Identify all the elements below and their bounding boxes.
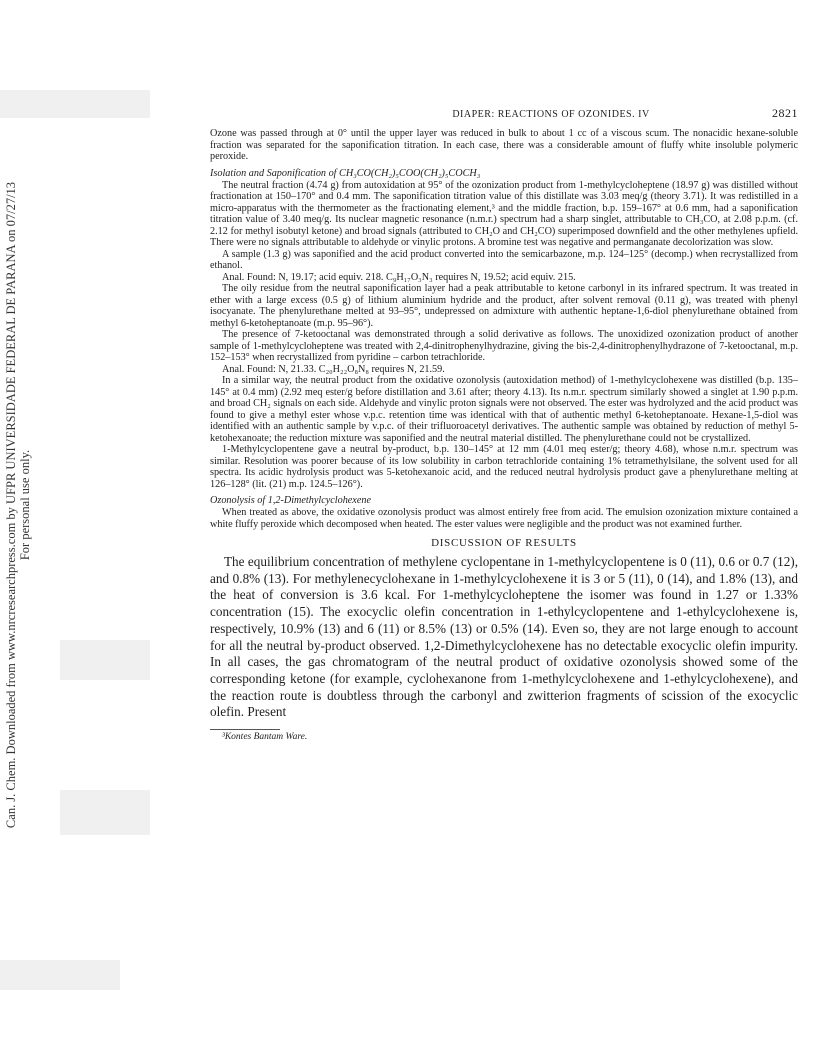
paragraph: When treated as above, the oxidative ozonolysis product was almost entirely free from acid. The emulsion ozonization mixture contained a white fluffy peroxide which decomposed when heated. The ester values were negligible and the product was not examined further. [210, 507, 798, 530]
discussion-paragraph: The equilibrium concentration of methylene cyclopentane in 1-methylcyclopentene is 0 (11), 0.6 or 0.7 (12), and 0.8% (13). For methylenecyclohexane in 1-methylcyclohexene it is 3 or 5 (11), 0 (14), and 1.8% (13), and the heat of conversion is 3.6 kcal. For 1-methylcycloheptene the isomer was found in 1.27 or 1.33% concentration (15). The exocyclic olefin concentration in 1-ethylcyclopentene and 1-ethylcyclohexene is, respectively, 10.9% (13) and 6 (11) or 8.5% (13) or 0.5% (14). Even so, they are not large enough to account for all the neutral by-product observed. 1,2-Dimethylcyclohexene has no detectable exocyclic olefin impurity. In all cases, the gas chromatogram of the neutral product of oxidative ozonolysis showed some of the corresponding ketone (for example, cyclohexanone from 1-methylcyclohexene and 1-ethylcyclohexene), and the reaction route is doubtless through the carbonyl and zwitterion fragments of scission of the exocyclic olefin. Present [210, 554, 798, 720]
paragraph: The neutral fraction (4.74 g) from autoxidation at 95° of the ozonization product from 1-methylcycloheptene (18.97 g) was distilled without fractionation at 150–170° and 0.4 mm. The saponification titration value of this distillate was 3.03 meq/g (theory 3.71). It was redistilled in a micro-apparatus with the thermometer as the fractionating element,³ and the middle fraction, b.p. 159–167° at 0.6 mm, had a saponification titration value of 3.40 meq/g. Its nuclear magnetic resonance (n.m.r.) spectrum had a sharp singlet, attributable to CH₃CO, at 2.08 p.p.m. (cf. 2.12 for methyl isobutyl ketone) and broad signals (attributed to CH₂O and CH₂CO) superimposed downfield and the other methylenes upfield. There were no signals attributable to aldehyde or vinylic protons. A bromine test was negative and permanganate decolorization was slow. [210, 179, 798, 248]
paragraph: 1-Methylcyclopentene gave a neutral by-product, b.p. 130–145° at 12 mm (4.01 meq ester/g; theory 4.68), whose n.m.r. spectrum was similar. Resolution was poorer because of its low solubility in carbon tetrachloride containing 1% tetramethylsilane, the solvent used for all spectra. Its acidic hydrolysis product was 5-ketohexanoic acid, and the reduced neutral hydrolysis product gave a phenylurethane melting at 126–128° (lit. (21) m.p. 124.5–126°). [210, 444, 798, 490]
discussion-heading: DISCUSSION OF RESULTS [431, 537, 577, 549]
section-heading-ozonolysis: Ozonolysis of 1,2-Dimethylcyclohexene [210, 495, 371, 506]
page-number: 2821 [772, 106, 798, 120]
discussion-body [210, 554, 798, 721]
footnote: ³Kontes Bantam Ware. [222, 732, 308, 743]
section-ozonolysis-body [210, 507, 798, 530]
paragraph: A sample (1.3 g) was saponified and the acid product converted into the semicarbazone, m.p. 124–125° (decomp.) when recrystallized from ethanol. [210, 248, 798, 271]
analysis-line: Anal. Found: N, 19.17; acid equiv. 218. C₉H₁₇O₃N₃ requires N, 19.52; acid equiv. 215. [222, 271, 576, 283]
watermark-line-1: Can. J. Chem. Downloaded from www.nrcresearchpress.com by UFPR UNIVERSIDADE FEDERAL DE PARANA on 07/27/13 [4, 181, 18, 829]
scan-artifact [60, 790, 150, 835]
paragraph: The presence of 7-ketooctanal was demonstrated through a solid derivative as follows. The unoxidized ozonization product of another sample of 1-methylcycloheptene was treated with 2,4-dinitrophenylhydrazine, giving the bis-2,4-dinitrophenylhydrazone of 7-ketooctanal, m.p. 152–153° when recrystallized from pyridine – carbon tetrachloride. [210, 329, 798, 363]
intro-paragraph: Ozone was passed through at 0° until the upper layer was reduced in bulk to about 1 cc of a viscous scum. The nonacidic hexane-soluble fraction was separated for the saponification titration. In each case, there was a considerable amount of fluffy white insoluble polymeric peroxide. [210, 128, 798, 162]
scan-artifact [0, 960, 120, 990]
scan-artifact [0, 90, 150, 118]
section-isolation-body [210, 180, 798, 491]
analysis-line: Anal. Found: N, 21.33. C₂₀H₂₂O₈N₈ requires N, 21.59. [222, 363, 445, 375]
watermark-line-2: For personal use only. [18, 449, 32, 561]
scan-artifact [60, 640, 150, 680]
running-head-title: DIAPER: REACTIONS OF OZONIDES. IV [452, 109, 650, 120]
running-head [210, 106, 798, 128]
paragraph: The oily residue from the neutral saponification layer had a peak attributable to ketone carbonyl in its infrared spectrum. It was treated in ether with a large excess (0.5 g) of lithium aluminium hydride and the product, after solvent removal (0.11 g), was treated with phenyl isocyanate. The phenylurethane melted at 93–95°, undepressed on admixture with authentic heptane-1,6-diol phenylurethane obtained from methyl 6-ketoheptanoate (m.p. 95–96°). [210, 283, 798, 329]
paragraph: In a similar way, the neutral product from the oxidative ozonolysis (autoxidation method) of 1-methylcyclohexene was distilled (b.p. 135–145° at 0.4 mm) (2.92 meq ester/g before distillation and 3.61 after; theory 4.13). Its n.m.r. spectrum similarly showed a singlet at 1.90 p.p.m. and broad CH₂ signals on each side. Aldehyde and vinylic proton signals were not observed. The ester was hydrolyzed and the acid product was found to give a methyl ester whose v.p.c. retention time was identical with that of authentic methyl 6-ketoheptanoate. Hexane-1,5-diol was identified with an authentic sample by v.p.c. of their trifluoroacetyl derivatives. The authentic sample was obtained by reduction of methyl 5-ketohexanoate; the reduction mixture was saponified and the neutral material distilled. The phenylurethane could not be crystallized. [210, 375, 798, 444]
intro-block [210, 128, 798, 163]
download-watermark [4, 175, 40, 835]
section-heading-isolation: Isolation and Saponification of CH₃CO(CH₂)₅COO(CH₂)₅COCH₃ [210, 167, 481, 179]
page-content [210, 106, 798, 742]
footnote-rule [210, 729, 280, 730]
